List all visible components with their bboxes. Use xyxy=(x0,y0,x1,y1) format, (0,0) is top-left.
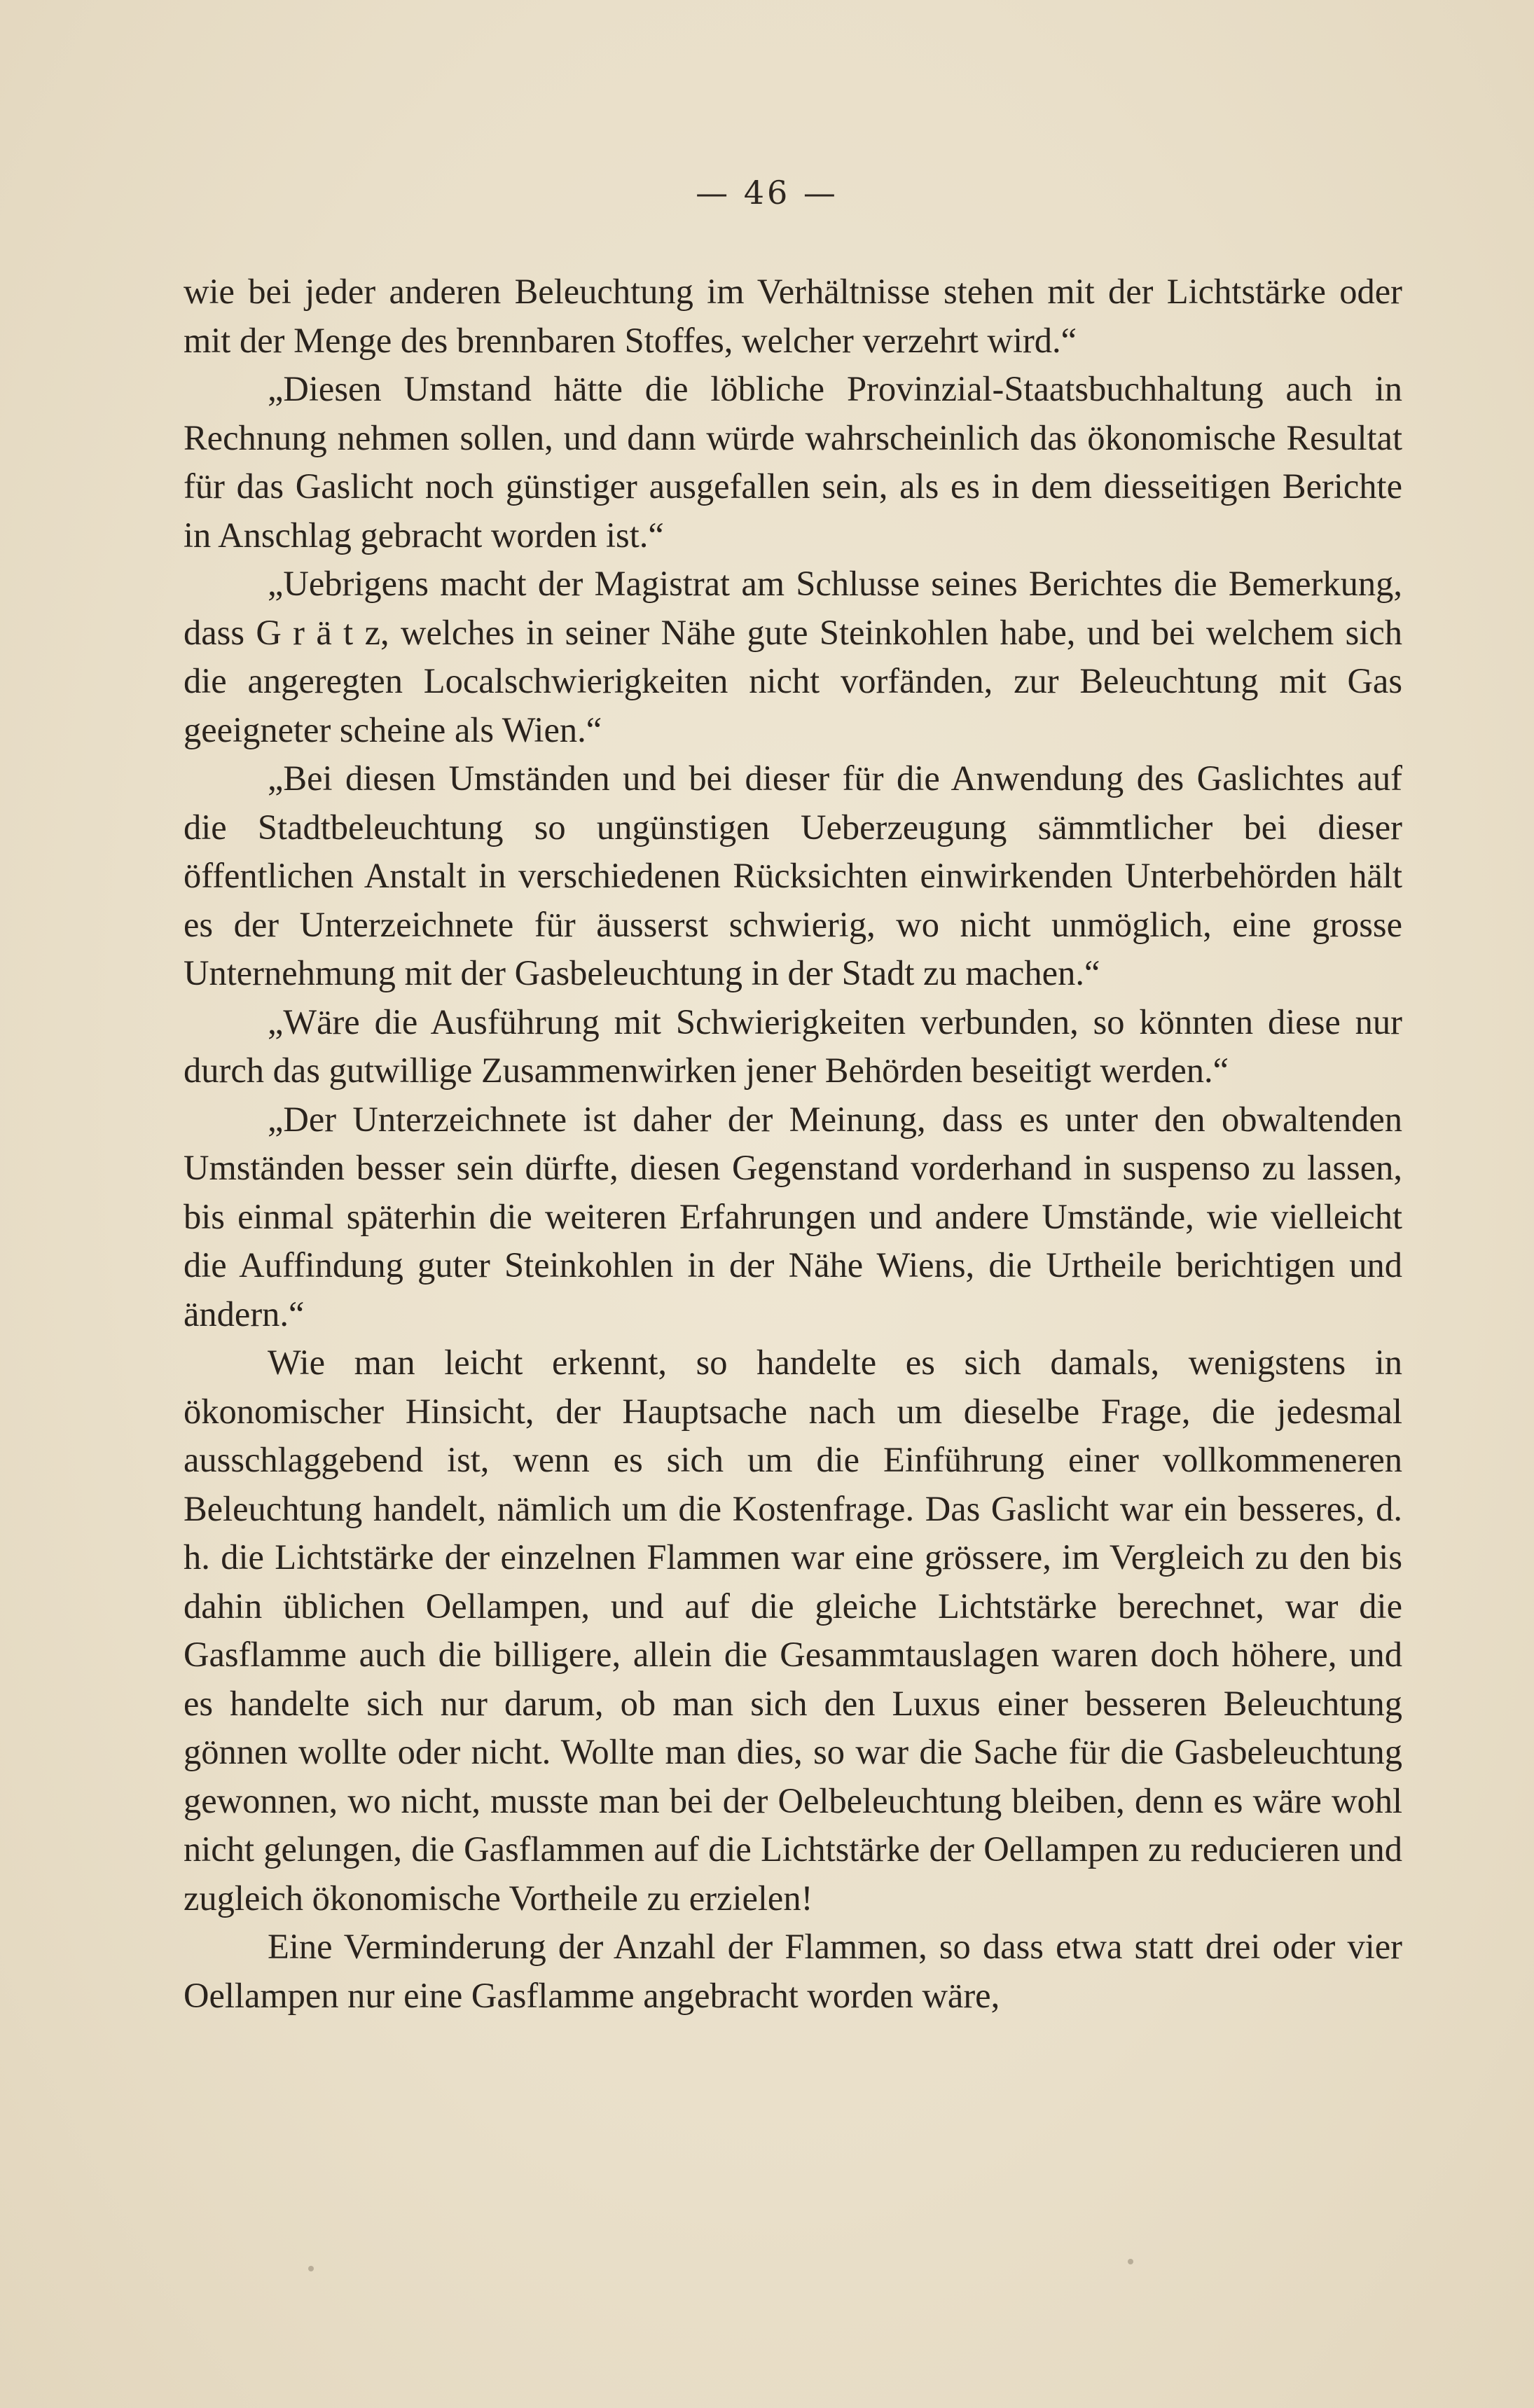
body-text xyxy=(184,268,1402,2020)
paragraph-5: „Wäre die Ausführung mit Schwierigkeiten verbunden, so könnten diese nur durch das gutwillige Zusammenwirken jener Behörden beseitigt werden.“ xyxy=(184,1002,1402,1090)
paragraph-6: „Der Unterzeichnete ist daher der Meinung, dass es unter den obwaltenden Umständen besser sein dürfte, diesen Gegenstand vorderhand in suspenso zu lassen, bis einmal späterhin die weiteren Erfahrungen und andere Umstände, wie vielleicht die Auffindung guter Steinkohlen in der Nähe Wiens, die Urtheile berichtigen und ändern.“ xyxy=(184,1099,1402,1334)
page-number: — 46 — xyxy=(696,174,838,212)
paragraph-1: wie bei jeder anderen Beleuchtung im Verhältnisse stehen mit der Lichtstärke oder mit der Menge des brennbaren Stoffes, welcher verzehrt wird.“ xyxy=(184,272,1402,360)
paragraph-2: „Diesen Umstand hätte die löbliche Provinzial-Staatsbuchhaltung auch in Rechnung nehmen sollen, und dann würde wahrscheinlich das ökonomische Resultat für das Gaslicht noch günstiger ausgefallen sein, als es in dem diesseitigen Berichte in Anschlag gebracht worden ist.“ xyxy=(184,369,1402,555)
paragraph-4: „Bei diesen Umständen und bei dieser für die Anwendung des Gaslichtes auf die Stadtbeleuchtung so ungünstigen Ueberzeugung sämmtlicher bei dieser öffentlichen Anstalt in verschiedenen Rücksichten einwirkenden Unterbehörden hält es der Unterzeichnete für äusserst schwierig, wo nicht unmöglich, eine grosse Unternehmung mit der Gasbeleuchtung in der Stadt zu machen.“ xyxy=(184,759,1402,992)
paper-speck xyxy=(1128,2259,1133,2264)
paragraph-8: Eine Verminderung der Anzahl der Flammen, so dass etwa statt drei oder vier Oellampen nur eine Gasflamme angebracht worden wäre, xyxy=(184,1927,1402,2015)
paragraph-7: Wie man leicht erkennt, so handelte es sich damals, wenigstens in ökonomischer Hinsicht, der Hauptsache nach um dieselbe Frage, die jedesmal ausschlaggebend ist, wenn es sich um die Einführung einer vollkommeneren Beleuchtung handelt, nämlich um die Kostenfrage. Das Gaslicht war ein besseres, d. h. die Lichtstärke der einzelnen Flammen war eine grössere, im Vergleich zu den bis dahin üblichen Oellampen, und auf die gleiche Lichtstärke berechnet, war die Gasflamme auch die billigere, allein die Gesammtauslagen waren doch höhere, und es handelte sich nur darum, ob man sich den Luxus einer besseren Beleuchtung gönnen wollte oder nicht. Wollte man dies, so war die Sache für die Gasbeleuchtung gewonnen, wo nicht, musste man bei der Oelbeleuchtung bleiben, denn es wäre wohl nicht gelungen, die Gasflammen auf die Lichtstärke der Oellampen zu reducieren und zugleich ökonomische Vortheile zu erzielen! xyxy=(184,1343,1402,1918)
paper-speck xyxy=(308,2266,314,2271)
paragraph-3: „Uebrigens macht der Magistrat am Schlusse seines Berichtes die Bemerkung, dass G r ä t z, welches in seiner Nähe gute Steinkohlen habe, und bei welchem sich die angeregten Localschwierigkeiten nicht vorfänden, zur Beleuchtung mit Gas geeigneter scheine als Wien.“ xyxy=(184,564,1402,749)
